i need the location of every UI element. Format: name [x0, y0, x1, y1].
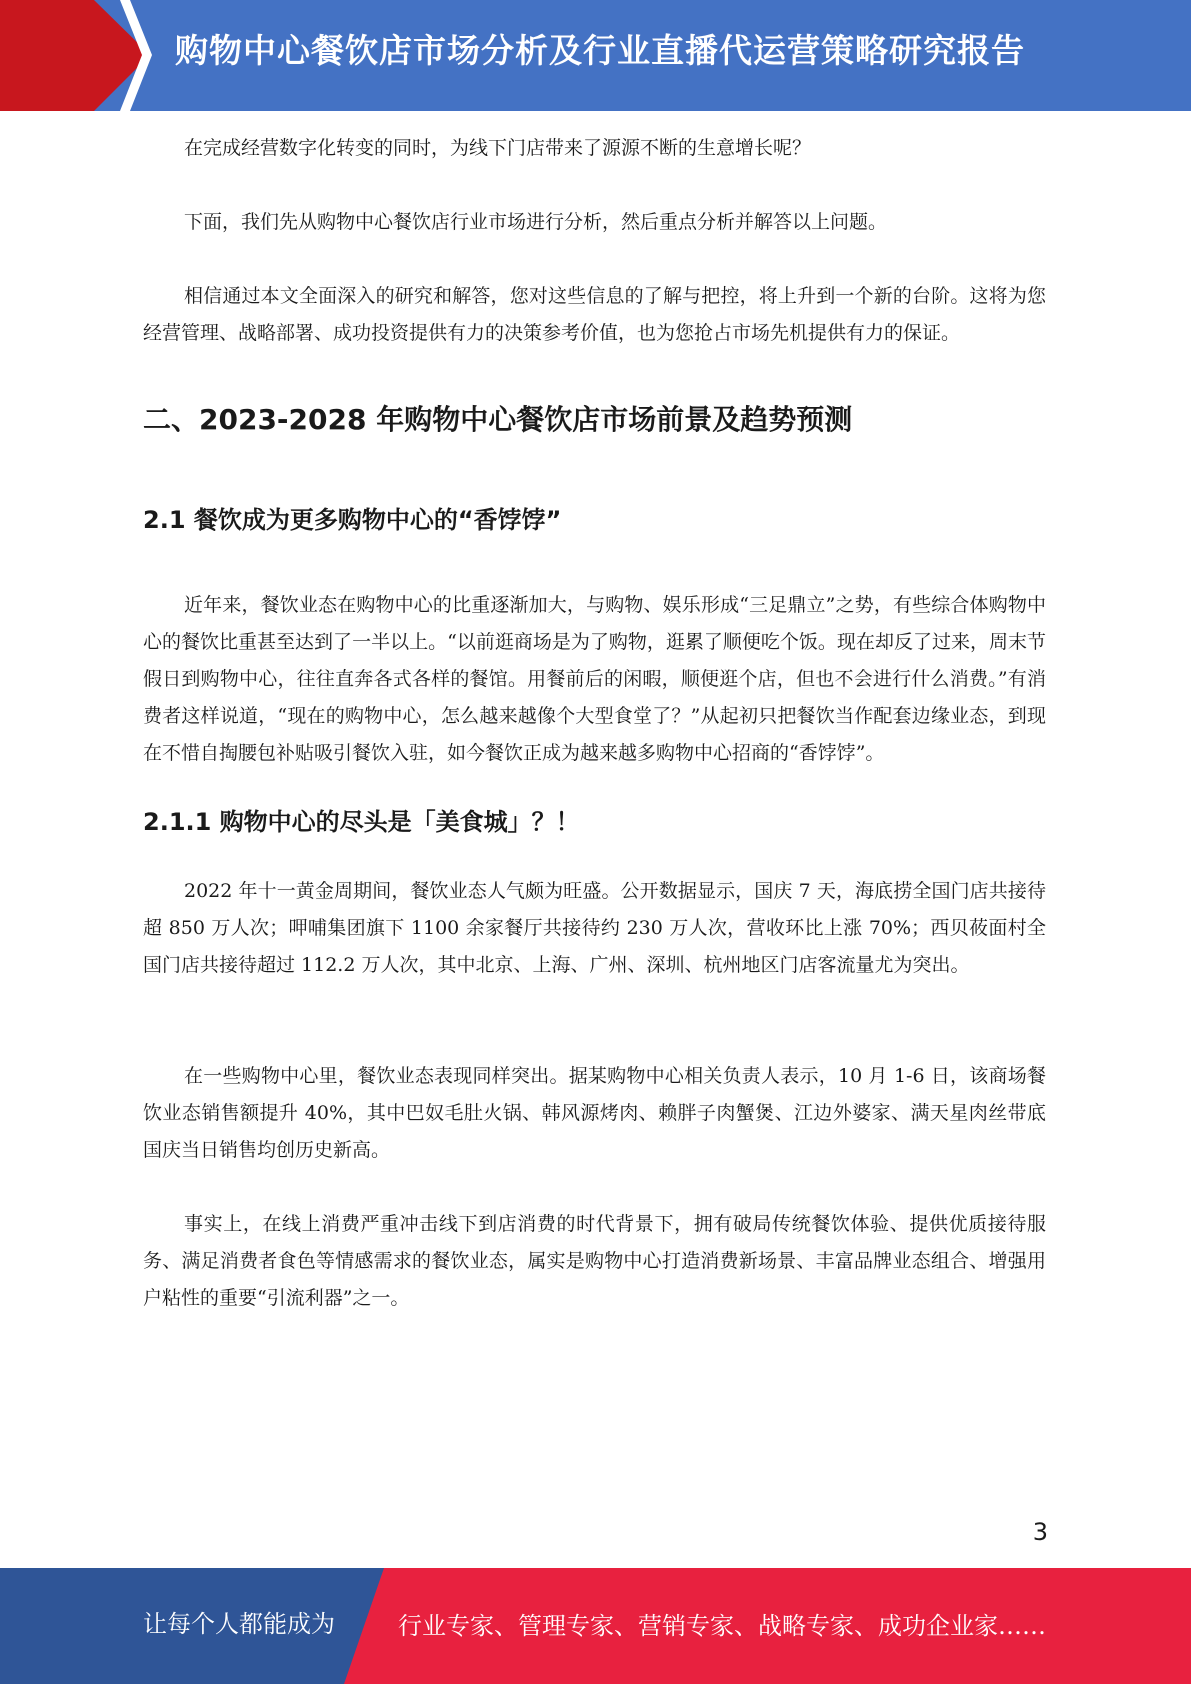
paragraph-intro-3: 相信通过本文全面深入的研究和解答，您对这些信息的了解与把控，将上升到一个新的台阶。这将为您经营管理、战略部署、成功投资提供有力的决策参考价值，也为您抢占市场先机提供有力的保证。 [143, 285, 1046, 344]
page-number: 3 [1032, 1518, 1048, 1546]
footer-banner [0, 1568, 1191, 1684]
section-2-1-paragraph: 近年来，餐饮业态在购物中心的比重逐渐加大，与购物、娱乐形成“三足鼎立”之势，有些综合体购物中心的餐饮比重甚至达到了一半以上。“以前逛商场是为了购物，逛累了顺便吃个饭。现在却反了过来，周末节假日到购物中心，往往直奔各式各样的餐馆。用餐前后的闲暇，顺便逛个店，但也不会进行什么消费。”有消费者这样说道，“现在的购物中心，怎么越来越像个大型食堂了？”从起初只把餐饮当作配套边缘业态，到现在不惜自掏腰包补贴吸引餐饮入驻，如今餐饮正成为越来越多购物中心招商的“香饽饽”。 [143, 594, 1046, 764]
footer-slogan-right: 行业专家、管理专家、营销专家、战略专家、成功企业家…… [398, 1612, 1046, 1640]
document-title: 购物中心餐饮店市场分析及行业直播代运营策略研究报告 [175, 31, 1025, 70]
document-body [143, 130, 1046, 1317]
section-2-1-1-paragraph-2: 在一些购物中心里，餐饮业态表现同样突出。据某购物中心相关负责人表示，10 月 1-6 日，该商场餐饮业态销售额提升 40%，其中巴奴毛肚火锅、韩风源烤肉、赖胖子肉蟹煲、江边外婆家、满天星肉丝带底国庆当日销售均创历史新高。 [143, 1065, 1046, 1161]
section-2-1-1-paragraph-1: 2022 年十一黄金周期间，餐饮业态人气颇为旺盛。公开数据显示，国庆 7 天，海底捞全国门店共接待超 850 万人次；呷哺集团旗下 1100 余家餐厅共接待约 230 万人次，营收环比上涨 70%；西贝莜面村全国门店共接待超过 112.2 万人次，其中北京、上海、广州、深圳、杭州地区门店客流量尤为突出。 [143, 880, 1046, 976]
section-2-1-1-heading: 2.1.1 购物中心的尽头是「美食城」？！ [143, 808, 580, 836]
footer-slogan-left: 让每个人都能成为 [143, 1610, 335, 1638]
section-2-1-heading: 2.1 餐饮成为更多购物中心的“香饽饽” [143, 506, 562, 534]
paragraph-intro-1: 在完成经营数字化转变的同时，为线下门店带来了源源不断的生意增长呢？ [184, 137, 812, 159]
paragraph-intro-2: 下面，我们先从购物中心餐饮店行业市场进行分析，然后重点分析并解答以上问题。 [184, 211, 888, 233]
header-banner [0, 0, 1191, 111]
section-2-1-1-paragraph-3: 事实上，在线上消费严重冲击线下到店消费的时代背景下，拥有破局传统餐饮体验、提供优质接待服务、满足消费者食色等情感需求的餐饮业态，属实是购物中心打造消费新场景、丰富品牌业态组合、增强用户粘性的重要“引流利器”之一。 [143, 1213, 1046, 1309]
section-2-heading: 二、2023-2028 年购物中心餐饮店市场前景及趋势预测 [143, 403, 853, 436]
